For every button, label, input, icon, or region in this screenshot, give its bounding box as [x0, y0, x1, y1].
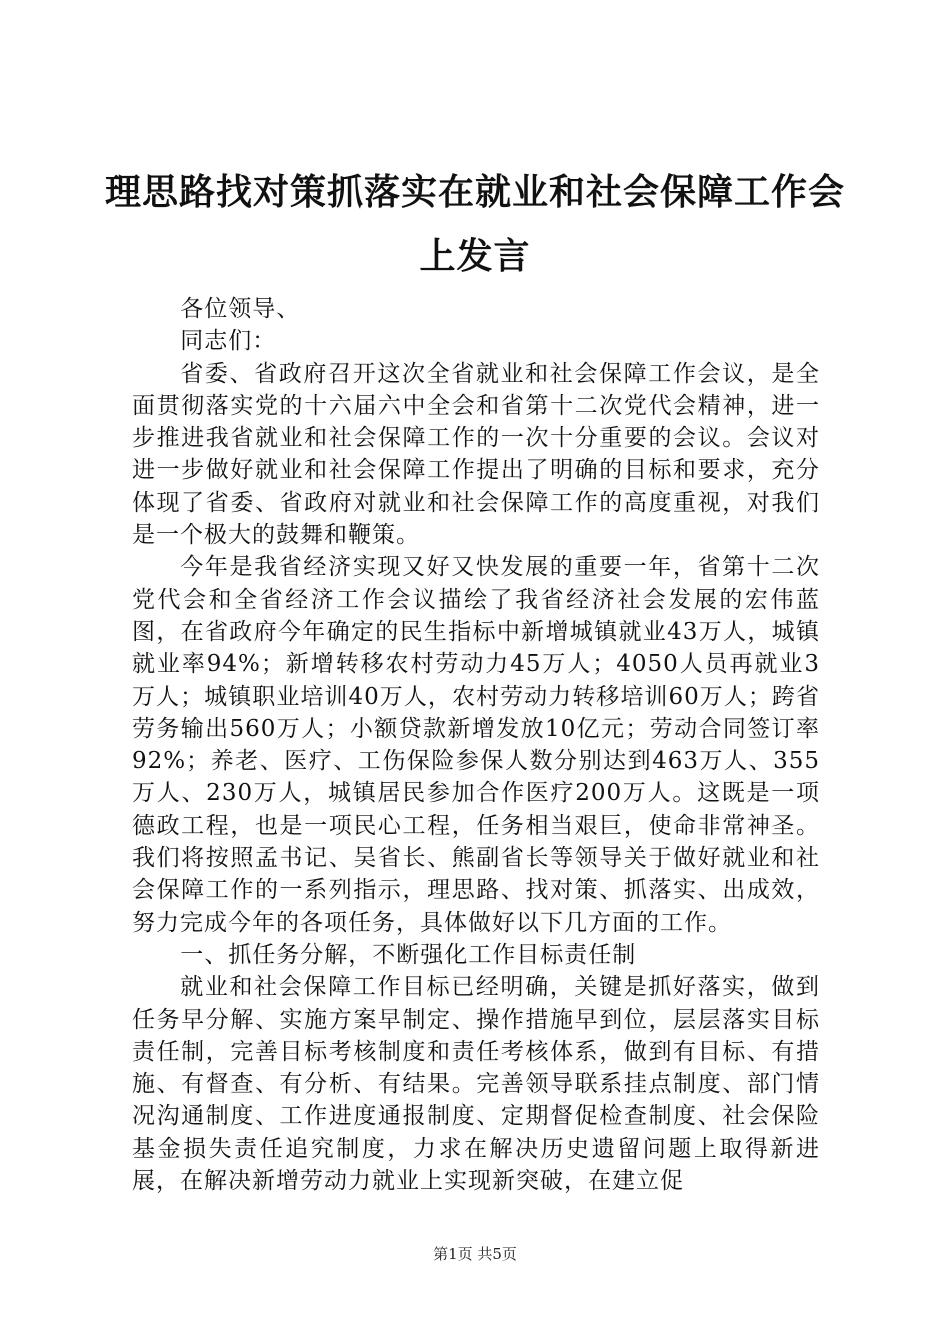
document-title: 理思路找对策抓落实在就业和社会保障工作会上发言 [104, 171, 845, 277]
paragraph-targets: 今年是我省经济实现又好又快发展的重要一年，省第十二次党代会和全省经济工作会议描绘了我省经济社会发展的宏伟蓝图，在省政府今年确定的民生指标中新增城镇就业43万人，城镇就业率94%；新增转移农村劳动力45万人；4050人员再就业3万人；城镇职业培训40万人，农村劳动力转移培训60万人；跨省劳务输出560万人；小额贷款新增发放10亿元；劳动合同签订率92%；养老、医疗、工伤保险参保人数分别达到463万人、355万人、230万人，城镇居民参加合作医疗200万人。这既是一项德政工程，也是一项民心工程，任务相当艰巨，使命非常神圣。我们将按照孟书记、吴省长、熊副省长等领导关于做好就业和社会保障工作的一系列指示，理思路、找对策、抓落实、出成效，努力完成今年的各项任务，具体做好以下几方面的工作。 [132, 554, 820, 936]
paragraph-section-1: 就业和社会保障工作目标已经明确，关键是抓好落实，做到任务早分解、实施方案早制定、操作措施早到位，层层落实目标责任制，完善目标考核制度和责任考核体系，做到有目标、有措施、有督查、有分析、有结果。完善领导联系挂点制度、部门情况沟通制度、工作进度通报制度、定期督促检查制度、社会保险基金损失责任追究制度，力求在解决历史遗留问题上取得新进展，在解决新增劳动力就业上实现新突破，在建立促 [132, 974, 820, 1195]
salutation-comrades: 同志们： [180, 328, 277, 355]
paragraph-intro: 省委、省政府召开这次全省就业和社会保障工作会议，是全面贯彻落实党的十六届六中全会和省第十二次党代会精神，进一步推进我省就业和社会保障工作的一次十分重要的会议。会议对进一步做好就业和社会保障工作提出了明确的目标和要求，充分体现了省委、省政府对就业和社会保障工作的高度重视，对我们是一个极大的鼓舞和鞭策。 [132, 360, 820, 549]
salutation-leaders: 各位领导、 [180, 296, 301, 322]
page-footer: 第1页 共5页 [433, 1245, 517, 1263]
document-body [132, 293, 820, 1197]
section-heading-1: 一、抓任务分解，不断强化工作目标责任制 [180, 941, 637, 968]
